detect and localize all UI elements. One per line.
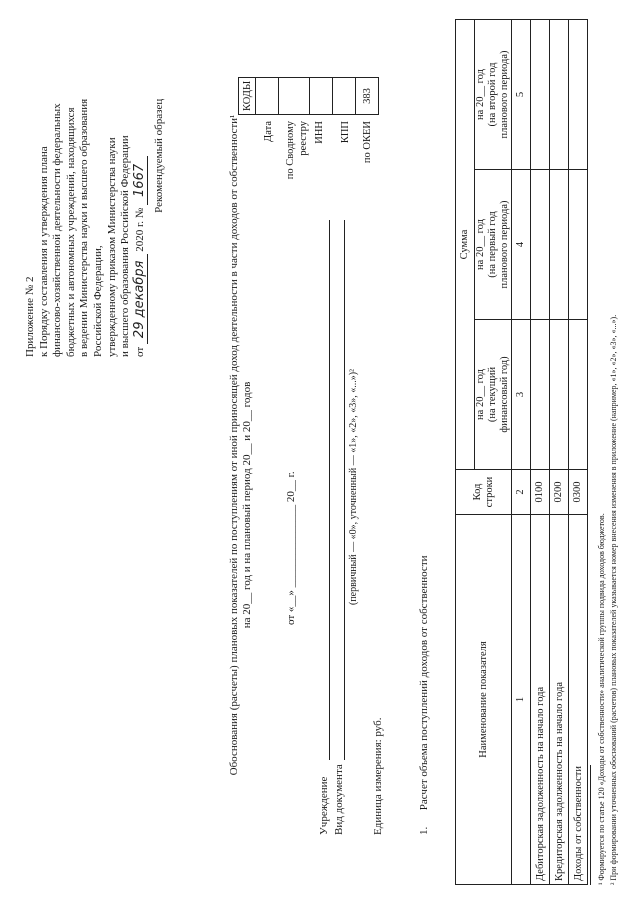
annex-line: бюджетных и автономных учреждений, находящихся xyxy=(64,107,77,357)
doc-type-field[interactable] xyxy=(344,220,345,760)
row-code: 0200 xyxy=(550,470,569,515)
annex-date-line: от 29 декабря 2020 г. № 1667 xyxy=(133,99,148,357)
recommended-sample: Рекомендуемый образец xyxy=(153,98,166,213)
row-code: 0300 xyxy=(569,470,588,515)
footnote-2: ² При формировании уточненных обоснований (расчетов) плановых показателей указывается номер внесения изменения в приложение (например, «1», «2», «3», «...»). xyxy=(609,314,618,885)
code-cell-kpp[interactable] xyxy=(333,77,356,114)
doc-type-label: Вид документа xyxy=(333,764,345,835)
row-name: Кредиторская задолженность на начало года xyxy=(550,515,569,885)
table-row xyxy=(550,20,569,885)
row-cell[interactable] xyxy=(550,170,569,320)
code-cell-okei: 383 xyxy=(356,77,379,114)
row-cell[interactable] xyxy=(569,20,588,170)
code-label-kpp: КПП xyxy=(340,121,351,144)
code-cell-registry[interactable] xyxy=(279,77,310,114)
col-num-2: 2 xyxy=(512,470,531,515)
row-name: Дебиторская задолженность на начало года xyxy=(531,515,550,885)
row-cell[interactable] xyxy=(569,320,588,470)
codes-table xyxy=(238,77,379,115)
annex-line: в ведении Министерства науки и высшего образования xyxy=(78,98,91,357)
title-line-2: на 20__ год и на плановый период 20__ и 20__ годов xyxy=(241,381,253,629)
document-title xyxy=(228,105,254,785)
unit-label: Единица измерения: руб. xyxy=(372,717,384,835)
form-date-line: от «__» _______________ 20__ г. xyxy=(285,471,297,625)
code-label-inn: ИНН xyxy=(314,121,325,144)
col-header-year-3: на 20__ год (на второй год планового периода) xyxy=(475,20,512,170)
row-cell[interactable] xyxy=(531,20,550,170)
code-label-date: Дата xyxy=(263,121,274,142)
col-num-4: 4 xyxy=(512,170,531,320)
row-code: 0100 xyxy=(531,470,550,515)
code-cell-date[interactable] xyxy=(256,77,279,114)
annex-line: утвержденному приказом Министерства науки xyxy=(105,137,118,357)
income-table xyxy=(455,19,588,885)
annex-block xyxy=(24,99,167,357)
annex-line: финансово-хозяйственной деятельности федеральных xyxy=(51,103,64,357)
institution-label: Учреждение xyxy=(318,776,330,835)
code-label-registry-2: реестру xyxy=(298,121,309,156)
row-cell[interactable] xyxy=(569,170,588,320)
row-cell[interactable] xyxy=(531,320,550,470)
col-header-year-2: на 20__ год (на первый год планового периода) xyxy=(475,170,512,320)
row-name: Доходы от собственности xyxy=(569,515,588,885)
col-header-sum: Сумма xyxy=(456,20,475,470)
col-header-name: Наименование показателя xyxy=(456,515,512,885)
col-header-code: Код строки xyxy=(456,470,512,515)
handwritten-date: 29 декабря xyxy=(132,255,148,345)
code-cell-inn[interactable] xyxy=(310,77,333,114)
annex-line: Российской Федерации, xyxy=(91,245,104,357)
institution-field[interactable] xyxy=(329,220,330,760)
codes-header: КОДЫ xyxy=(239,77,256,114)
footnote-1: ¹ Формируется по статье 120 «Доходы от собственности» аналитической группы подвида доходов бюджетов. xyxy=(597,513,606,885)
annex-line: Приложение № 2 xyxy=(24,276,36,357)
annex-line: к Порядку составления и утверждения плана xyxy=(37,146,50,357)
section-heading xyxy=(418,555,430,835)
code-label-okei: по ОКЕИ xyxy=(362,121,373,164)
footnote-separator xyxy=(590,765,591,885)
title-line-1: Обоснования (расчеты) плановых показателей по поступлениям от иной приносящей доход деятельности в части доходов от собственности¹ xyxy=(228,114,240,776)
col-num-3: 3 xyxy=(512,320,531,470)
code-label-registry-1: по Сводному xyxy=(285,121,296,180)
table-row xyxy=(531,20,550,885)
section-title: Расчет объема поступлений доходов от собственности xyxy=(418,555,430,811)
row-cell[interactable] xyxy=(550,20,569,170)
table-row xyxy=(569,20,588,885)
handwritten-number: 1667 xyxy=(132,156,148,205)
annex-line: и высшего образования Российской Федерации xyxy=(119,135,132,357)
col-num-1: 1 xyxy=(512,515,531,885)
doc-type-hint: (первичный — «0», уточненный — «1», «2», «3», «...»)² xyxy=(348,368,359,605)
col-num-5: 5 xyxy=(512,20,531,170)
row-cell[interactable] xyxy=(550,320,569,470)
codes-labels xyxy=(262,121,374,205)
section-number: 1. xyxy=(418,826,430,835)
col-header-year-1: на 20__ год (на текущий финансовый год) xyxy=(475,320,512,470)
row-cell[interactable] xyxy=(531,170,550,320)
